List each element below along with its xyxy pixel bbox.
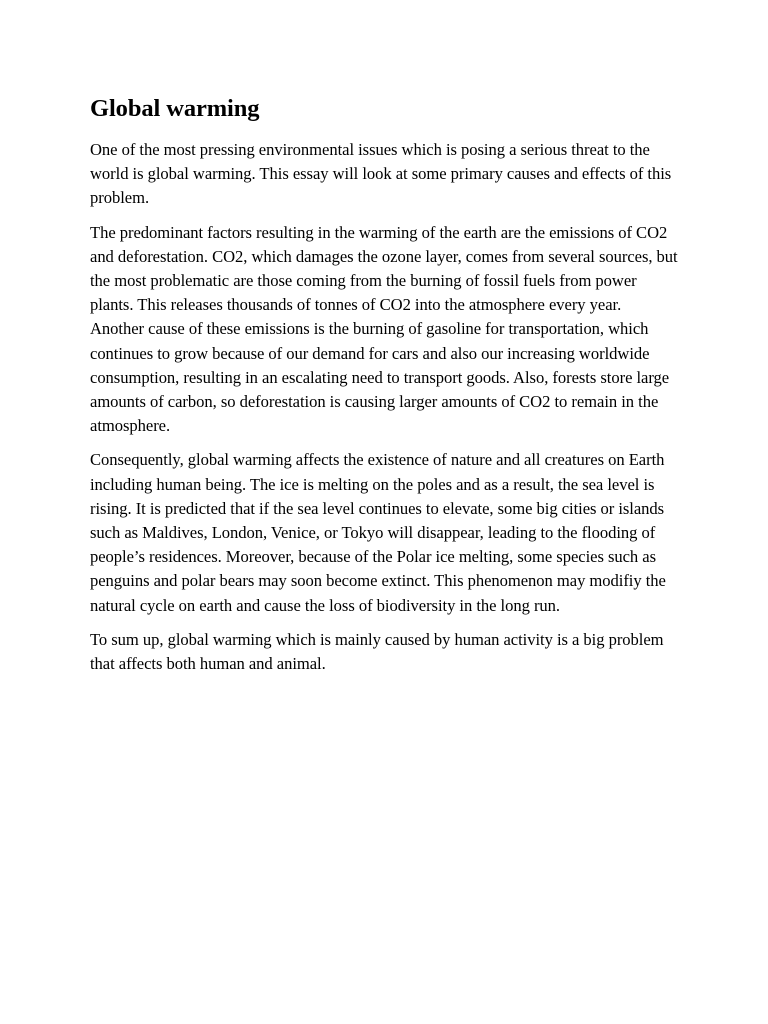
paragraph-effects: Consequently, global warming affects the existence of nature and all creatures on Earth including human being. The ice is melting on the poles and as a result, the sea level is rising. It is predicted that if the sea level continues to elevate, some big cities or islands such as Maldives, London, Venice, or Tokyo will disappear, leading to the flooding of people’s residences. Moreover, because of the Polar ice melting, some species such as penguins and polar bears may soon become extinct. This phenomenon may modifiy the natural cycle on earth and cause the loss of biodiversity in the long run. (90, 450, 666, 615)
paragraph-introduction: One of the most pressing environmental issues which is posing a serious threat to the world is global warming. This essay will look at some primary causes and effects of this problem. (90, 140, 672, 208)
paragraph-causes: The predominant factors resulting in the warming of the earth are the emissions of CO2 and deforestation. CO2, which damages the ozone layer, comes from several sources, but the most problematic are those coming from the burning of fossil fuels from power plants. This releases thousands of tonnes of CO2 into the atmosphere every year. Another cause of these emissions is the burning of gasoline for transportation, which continues to grow because of our demand for cars and also our increasing worldwide consumption, resulting in an escalating need to transport goods. Also, forests store large amounts of carbon, so deforestation is causing larger amounts of CO2 to remain in the atmosphere. (90, 222, 678, 436)
essay-body (90, 92, 678, 686)
paragraph-conclusion: To sum up, global warming which is mainly caused by human activity is a big problem that affects both human and animal. (90, 629, 664, 674)
essay-title: Global warming (90, 95, 260, 122)
